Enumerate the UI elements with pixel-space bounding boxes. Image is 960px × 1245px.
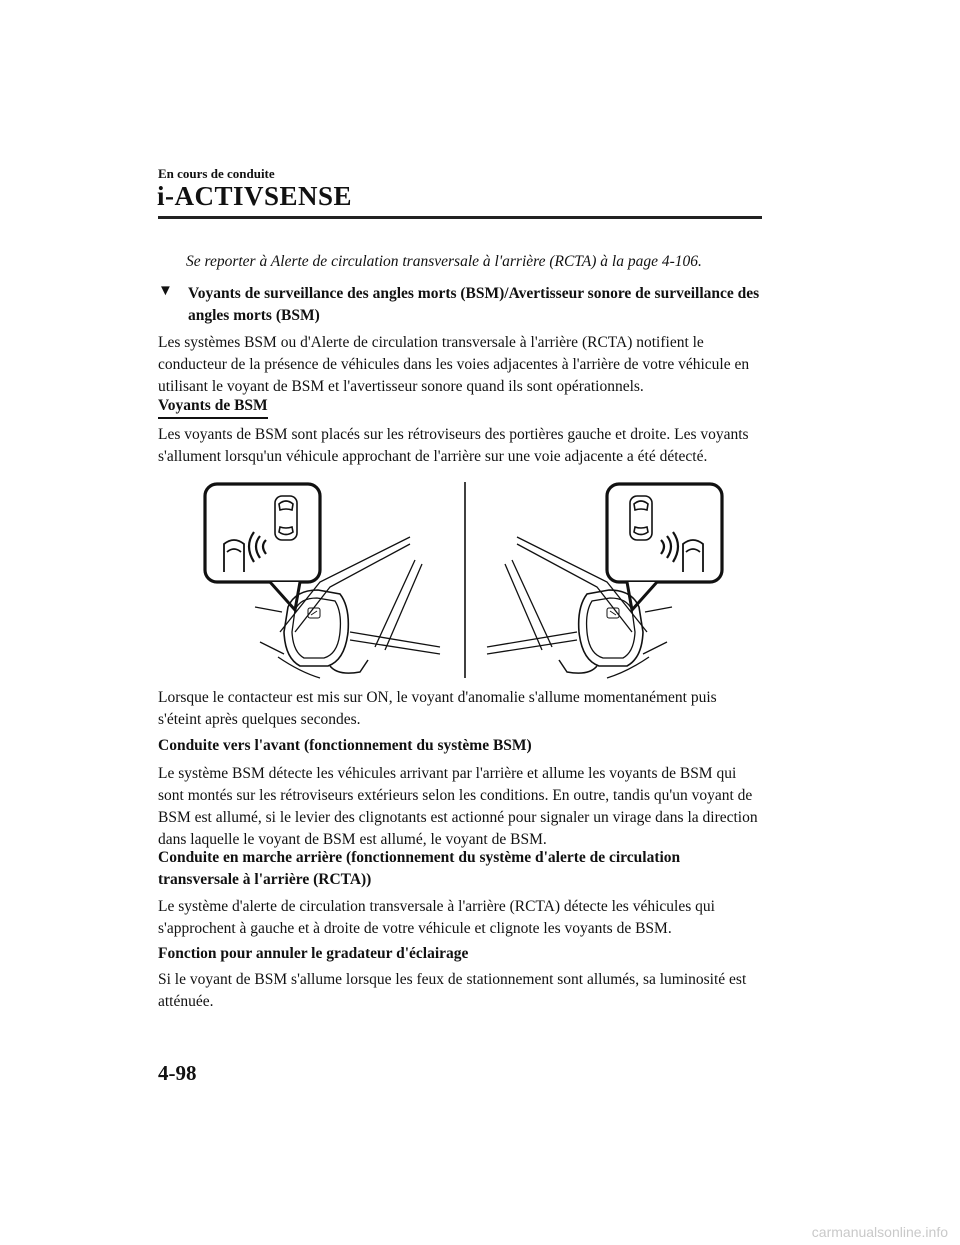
bsm-paragraph: Les voyants de BSM sont placés sur les rétroviseurs des portières gauche et droite. Les voyants s'allument lorsqu'un véhicule approchant de l'arrière sur une voie adjacente a été détecté. bbox=[158, 426, 749, 465]
dimmer-paragraph: Si le voyant de BSM s'allume lorsque les feux de stationnement sont allumés, sa luminosité est atténuée. bbox=[158, 971, 747, 1010]
cross-reference: Se reporter à Alerte de circulation transversale à l'arrière (RCTA) à la page 4-106. bbox=[186, 253, 702, 270]
left-mirror-figure bbox=[205, 484, 440, 678]
car-icon bbox=[275, 496, 297, 540]
car-rear-icon bbox=[224, 540, 244, 572]
chapter-title: i-ACTIVSENSE bbox=[157, 181, 353, 211]
sound-wave-icon bbox=[249, 532, 266, 562]
watermark[interactable]: carmanualsonline.info bbox=[811, 1224, 948, 1240]
intro-paragraph: Les systèmes BSM ou d'Alerte de circulation transversale à l'arrière (RCTA) notifient le conducteur de la présence de véhicules dans les voies adjacentes à l'arrière de votre véhicule en utilisant le voyant de BSM et l'avertisseur sonore quand ils sont opérationnels. bbox=[158, 334, 750, 395]
right-mirror-figure bbox=[487, 484, 722, 678]
page-number: 4-98 bbox=[158, 1061, 197, 1085]
section-label: En cours de conduite bbox=[158, 166, 275, 181]
dimmer-heading: Fonction pour annuler le gradateur d'éclairage bbox=[158, 945, 469, 962]
forward-heading: Conduite vers l'avant (fonctionnement du système BSM) bbox=[158, 737, 532, 754]
reverse-paragraph: Le système d'alerte de circulation transversale à l'arrière (RCTA) détecte les véhicules qui s'approchent à gauche et à droite de votre véhicule et clignote les voyants de BSM. bbox=[158, 898, 715, 937]
subheading-bsm-indicators: Voyants de BSM bbox=[158, 397, 268, 419]
reverse-heading: Conduite en marche arrière (fonctionnement du système d'alerte de circulation transversale à l'arrière (RCTA)) bbox=[158, 849, 681, 888]
section-heading: Voyants de surveillance des angles morts (BSM)/Avertisseur sonore de surveillance des angles morts (BSM) bbox=[188, 285, 760, 324]
mirror-illustration bbox=[200, 482, 725, 680]
triangle-marker-icon: ▼ bbox=[158, 283, 173, 299]
header-rule bbox=[158, 216, 762, 219]
after-figure-paragraph: Lorsque le contacteur est mis sur ON, le voyant d'anomalie s'allume momentanément puis s'éteint après quelques secondes. bbox=[158, 689, 717, 728]
forward-paragraph: Le système BSM détecte les véhicules arrivant par l'arrière et allume les voyants de BSM qui sont montés sur les rétroviseurs extérieurs selon les conditions. En outre, tandis qu'un voyant de BSM est allumé, si le levier des clignotants est actionné pour signaler un virage dans la direction dans laquelle le voyant de BSM est allumé, le voyant de BSM. bbox=[158, 765, 758, 848]
